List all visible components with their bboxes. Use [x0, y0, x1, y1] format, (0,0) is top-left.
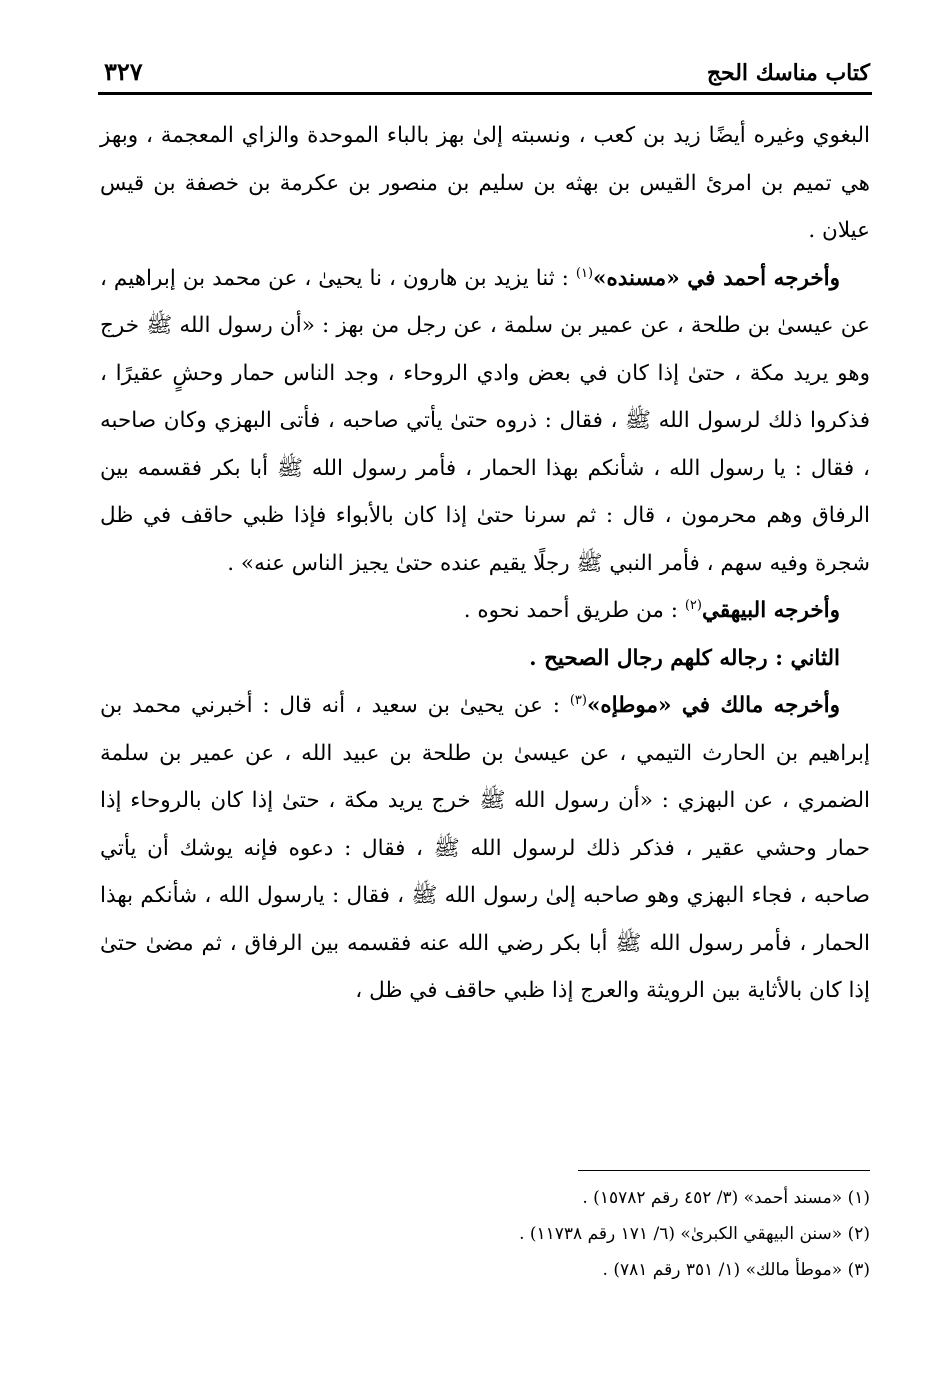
paragraph-text: : ثنا يزيد بن هارون ، نا يحيىٰ ، عن محمد بن إبراهيم ، عن عيسىٰ بن طلحة ، عن عمير بن سلمة ، عن رجل من بهز : «أن رسول الله ﷺ خرج وهو يريد مكة ، حتىٰ إذا كان في بعض وادي الروحاء ، وجد الناس حمار وحشٍ عقيرًا ، فذكروا ذلك لرسول الله ﷺ ، فقال : ذروه حتىٰ يأتي صاحبه ، فأتى البهزي وكان صاحبه ، فقال : يا رسول الله ، شأنكم بهذا الحمار ، فأمر رسول الله ﷺ أبا بكر فقسمه بين الرفاق وهم محرمون ، قال : ثم سرنا حتىٰ إذا كان بالأبواء فإذا ظبي حاقف في ظل شجرة وفيه سهم ، فأمر النبي ﷺ رجلًا يقيم عنده حتىٰ يجيز الناس عنه» .	[100, 265, 870, 576]
paragraph-bayhaqi	[100, 587, 870, 635]
book-title: كتاب مناسك الحج	[706, 60, 870, 86]
paragraph-malik	[100, 682, 870, 1015]
paragraph-lead: وأخرجه أحمد في «مسنده»	[593, 265, 840, 291]
paragraph-text: : من طريق أحمد نحوه .	[463, 598, 685, 623]
footnote-2: (٢) «سنن البيهقي الكبرىٰ» (٦/ ١٧١ رقم ١١٧٣٨) .	[519, 1224, 870, 1244]
section-heading	[100, 635, 870, 683]
footnotes	[100, 1180, 870, 1288]
header-rule	[98, 92, 872, 95]
page-number: ٣٢٧	[104, 57, 143, 86]
footnote-ref-3: (٣)	[569, 692, 587, 708]
paragraph-lead: وأخرجه البيهقي	[701, 598, 840, 623]
paragraph-intro	[100, 112, 870, 255]
section-heading-text: الثاني : رجاله كلهم رجال الصحيح .	[529, 645, 840, 671]
footnote-1: (١) «مسند أحمد» (٣/ ٤٥٢ رقم ١٥٧٨٢) .	[582, 1188, 870, 1208]
footnote-ref-1: (١)	[575, 265, 594, 281]
running-head	[104, 42, 870, 86]
footnote-rule	[578, 1170, 870, 1171]
main-text	[100, 112, 870, 1015]
paragraph-text: : عن يحيىٰ بن سعيد ، أنه قال : أخبرني محمد بن إبراهيم بن الحارث التيمي ، عن عيسىٰ بن طلحة بن عبيد الله ، عن عمير بن سلمة الضمري ، عن البهزي : «أن رسول الله ﷺ خرج يريد مكة ، حتىٰ إذا كان بالروحاء إذا حمار وحشي عقير ، فذكر ذلك لرسول الله ﷺ ، فقال : دعوه فإنه يوشك أن يأتي صاحبه ، فجاء البهزي وهو صاحبه إلىٰ رسول الله ﷺ ، فقال : يارسول الله ، شأنكم بهذا الحمار ، فأمر رسول الله ﷺ أبا بكر رضي الله عنه فقسمه بين الرفاق ، ثم مضىٰ حتىٰ إذا كان بالأثاية بين الرويثة والعرج إذا ظبي حاقف في ظل ،	[100, 693, 870, 1003]
paragraph-text: البغوي وغيره أيضًا زيد بن كعب ، ونسبته إلىٰ بهز بالباء الموحدة والزاي المعجمة ، وبهز هي تميم بن امرئ القيس بن بهثه بن سليم بن منصور بن عكرمة بن خصفة بن قيس عيلان .	[100, 123, 870, 243]
paragraph-ahmad	[100, 255, 870, 588]
footnote-3: (٣) «موطأ مالك» (١/ ٣٥١ رقم ٧٨١) .	[602, 1260, 870, 1280]
footnote-ref-2: (٢)	[684, 597, 702, 613]
paragraph-lead: وأخرجه مالك في «موطإه»	[586, 693, 840, 718]
